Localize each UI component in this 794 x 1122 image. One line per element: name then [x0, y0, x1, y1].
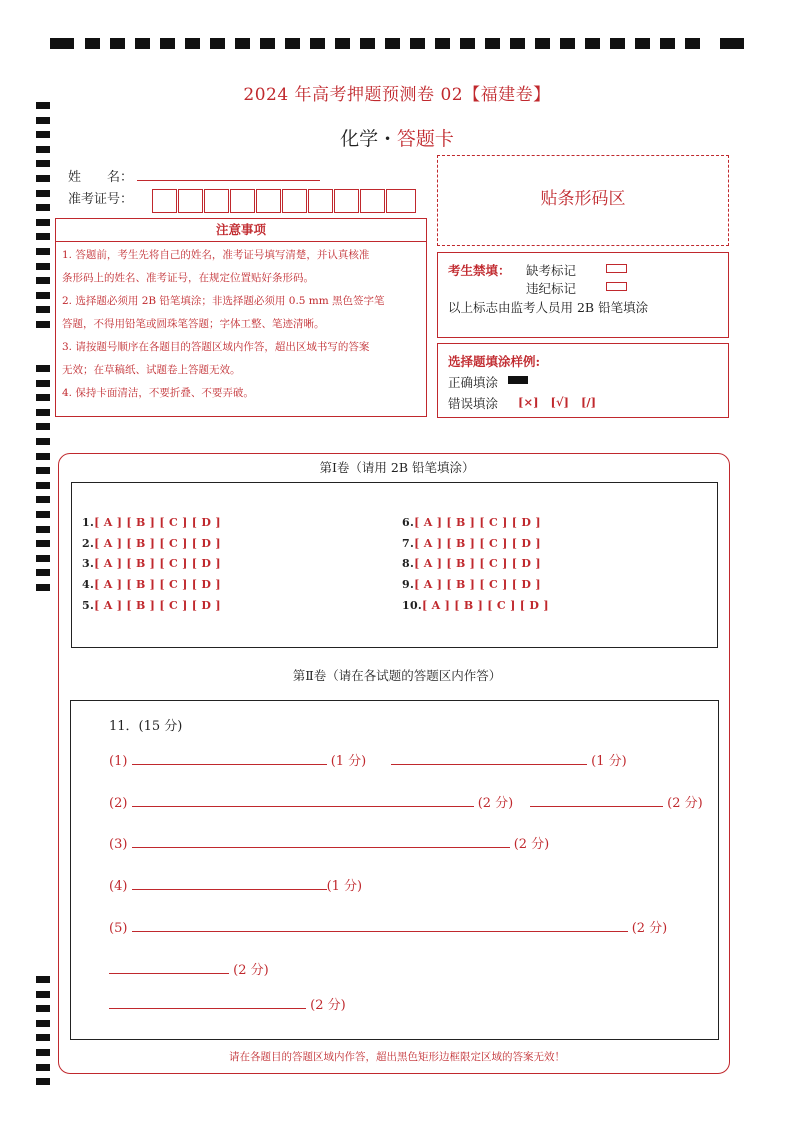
mc-question[interactable]	[402, 599, 549, 612]
subject-label: 化学	[340, 128, 379, 150]
mc-number: 3.	[82, 557, 95, 570]
mc-options[interactable]: [ A ] [ B ] [ C ] [ D ]	[422, 599, 549, 612]
section2-title: 第Ⅱ卷（请在各试题的答题区内作答）	[292, 668, 502, 683]
part-label: (1)	[109, 754, 128, 769]
answer-line-4[interactable]	[109, 875, 362, 894]
correct-fill-sample	[508, 376, 528, 384]
notice-line: 答题，不得用铅笔或圆珠笔答题；字体工整、笔迹清晰。	[62, 318, 325, 330]
timing-mark	[36, 277, 50, 284]
answer-card-label: 答题卡	[396, 128, 454, 150]
part-label: (3)	[109, 837, 128, 852]
timing-mark	[36, 263, 50, 270]
points: (1 分)	[330, 754, 367, 769]
mc-options[interactable]: [ A ] [ B ] [ C ] [ D ]	[94, 557, 221, 570]
notice-line: 条形码上的姓名、准考证号，在规定位置贴好条形码。	[62, 272, 314, 284]
timing-mark	[36, 584, 50, 591]
wrong-fill-samples: [×] [√] [/]	[518, 395, 597, 409]
sample-title: 选择题填涂样例:	[448, 354, 541, 369]
mc-question[interactable]	[82, 599, 221, 612]
violation-mark-label: 违纪标记	[526, 281, 577, 296]
mc-number: 9.	[402, 578, 415, 591]
answer-blank[interactable]	[132, 795, 474, 807]
mc-options[interactable]: [ A ] [ B ] [ C ] [ D ]	[94, 578, 221, 591]
timing-mark	[36, 292, 50, 299]
answer-blank[interactable]	[530, 795, 663, 807]
answer-blank[interactable]	[132, 878, 327, 890]
correct-fill-label: 正确填涂	[448, 375, 499, 390]
mc-question[interactable]	[402, 578, 541, 591]
timing-mark	[36, 321, 50, 328]
mc-number: 6.	[402, 516, 415, 529]
notice-heading: 注意事项	[56, 219, 426, 242]
timing-mark	[36, 117, 50, 124]
points: (1 分)	[326, 879, 363, 894]
timing-mark	[36, 175, 50, 182]
notice-line: 4. 保持卡面清洁，不要折叠、不要弄破。	[62, 387, 254, 399]
wrong-fill-label: 错误填涂	[448, 396, 499, 411]
mc-options[interactable]: [ A ] [ B ] [ C ] [ D ]	[94, 537, 221, 550]
timing-mark	[36, 1064, 50, 1071]
mc-number: 5.	[82, 599, 95, 612]
mc-question[interactable]	[402, 557, 541, 570]
timing-mark	[36, 409, 50, 416]
timing-mark	[36, 1034, 50, 1041]
answer-blank[interactable]	[109, 997, 306, 1009]
timing-mark	[36, 991, 50, 998]
answer-line-5[interactable]	[109, 917, 667, 936]
points: (2 分)	[631, 921, 668, 936]
mc-question[interactable]	[402, 516, 541, 529]
answer-line-6[interactable]	[109, 959, 269, 978]
answer-blank[interactable]	[132, 753, 327, 765]
timing-mark	[36, 555, 50, 562]
timing-mark	[36, 526, 50, 533]
timing-mark	[36, 248, 50, 255]
timing-mark	[36, 204, 50, 211]
timing-mark	[36, 160, 50, 167]
mc-options[interactable]: [ A ] [ B ] [ C ] [ D ]	[414, 516, 541, 529]
answer-line-1[interactable]	[109, 750, 366, 769]
mc-number: 7.	[402, 537, 415, 550]
points: (2 分)	[667, 796, 703, 811]
mc-number: 10.	[402, 599, 423, 612]
absent-mark-box[interactable]	[606, 264, 627, 273]
section1-title: 第Ⅰ卷（请用 2B 铅笔填涂）	[319, 460, 475, 475]
proctor-marks-box	[437, 252, 729, 338]
exam-title: 2024 年高考押题预测卷 02【福建卷】	[243, 85, 551, 105]
answer-blank[interactable]	[132, 836, 510, 848]
violation-mark-box[interactable]	[606, 282, 627, 291]
mc-options[interactable]: [ A ] [ B ] [ C ] [ D ]	[94, 516, 221, 529]
timing-mark	[36, 482, 50, 489]
timing-mark	[36, 976, 50, 983]
mc-options[interactable]: [ A ] [ B ] [ C ] [ D ]	[414, 537, 541, 550]
points: (2 分)	[477, 796, 514, 811]
part-label: (4)	[109, 879, 128, 894]
answer-line-2[interactable]	[109, 792, 513, 811]
answer-blank[interactable]	[109, 962, 229, 974]
mc-question[interactable]	[402, 537, 541, 550]
absent-mark-label: 缺考标记	[526, 263, 577, 278]
multiple-choice-box	[71, 482, 718, 648]
part-label: (2)	[109, 796, 128, 811]
answer-blank[interactable]	[391, 753, 587, 765]
notice-line: 3. 请按题号顺序在各题目的答题区域内作答，超出区域书写的答案	[62, 341, 370, 353]
mc-number: 1.	[82, 516, 95, 529]
points: (2 分)	[233, 963, 269, 978]
mc-question[interactable]	[82, 557, 221, 570]
mc-options[interactable]: [ A ] [ B ] [ C ] [ D ]	[414, 578, 541, 591]
answer-line-1b[interactable]	[391, 750, 627, 769]
notice-box	[55, 218, 427, 417]
barcode-area[interactable]: 贴条形码区	[437, 155, 729, 246]
id-label: 准考证号：	[68, 192, 134, 207]
notice-line: 1. 答题前，考生先将自己的姓名，准考证号填写清楚，并认真核准	[62, 249, 370, 261]
timing-mark	[36, 496, 50, 503]
mc-number: 4.	[82, 578, 95, 591]
notice-line: 无效；在草稿纸、试题卷上答题无效。	[62, 364, 241, 376]
notice-line: 2. 选择题必须用 2B 铅笔填涂；非选择题必须用 0.5 mm 黑色签字笔	[62, 295, 385, 307]
timing-mark	[36, 569, 50, 576]
answer-line-3[interactable]	[109, 833, 549, 852]
card-title	[0, 124, 794, 151]
q11-heading: 11．(15 分)	[109, 719, 183, 734]
points: (2 分)	[310, 998, 346, 1013]
proctor-note: 以上标志由监考人员用 2B 铅笔填涂	[448, 300, 649, 315]
timing-mark	[36, 306, 50, 313]
timing-mark	[36, 233, 50, 240]
answer-line-7[interactable]	[109, 994, 346, 1013]
timing-mark	[36, 380, 50, 387]
mc-number: 8.	[402, 557, 415, 570]
title-dot: ·	[384, 128, 391, 150]
mc-options[interactable]: [ A ] [ B ] [ C ] [ D ]	[94, 599, 221, 612]
timing-mark	[36, 1078, 50, 1085]
timing-mark	[36, 438, 50, 445]
timing-mark	[36, 423, 50, 430]
answer-box-q11	[70, 700, 719, 1040]
timing-mark	[36, 1020, 50, 1027]
ban-label: 考生禁填：	[448, 263, 511, 278]
timing-mark	[36, 394, 50, 401]
timing-mark	[36, 190, 50, 197]
answer-line-2b[interactable]	[530, 792, 703, 811]
name-field[interactable]	[137, 180, 320, 181]
mc-question[interactable]	[82, 516, 221, 529]
mc-options[interactable]: [ A ] [ B ] [ C ] [ D ]	[414, 557, 541, 570]
mc-question[interactable]	[82, 537, 221, 550]
timing-mark	[36, 365, 50, 372]
part-label: (5)	[109, 921, 128, 936]
points: (2 分)	[513, 837, 550, 852]
answer-blank[interactable]	[132, 920, 628, 932]
fill-sample-box	[437, 343, 729, 418]
name-label: 姓 名：	[68, 170, 134, 185]
timing-mark	[36, 540, 50, 547]
footer-note: 请在各题目的答题区域内作答，超出黑色矩形边框限定区域的答案无效！	[229, 1051, 565, 1063]
timing-mark	[36, 1005, 50, 1012]
mc-question[interactable]	[82, 578, 221, 591]
timing-mark	[36, 219, 50, 226]
timing-mark	[36, 511, 50, 518]
mc-number: 2.	[82, 537, 95, 550]
points: (1 分)	[591, 754, 627, 769]
